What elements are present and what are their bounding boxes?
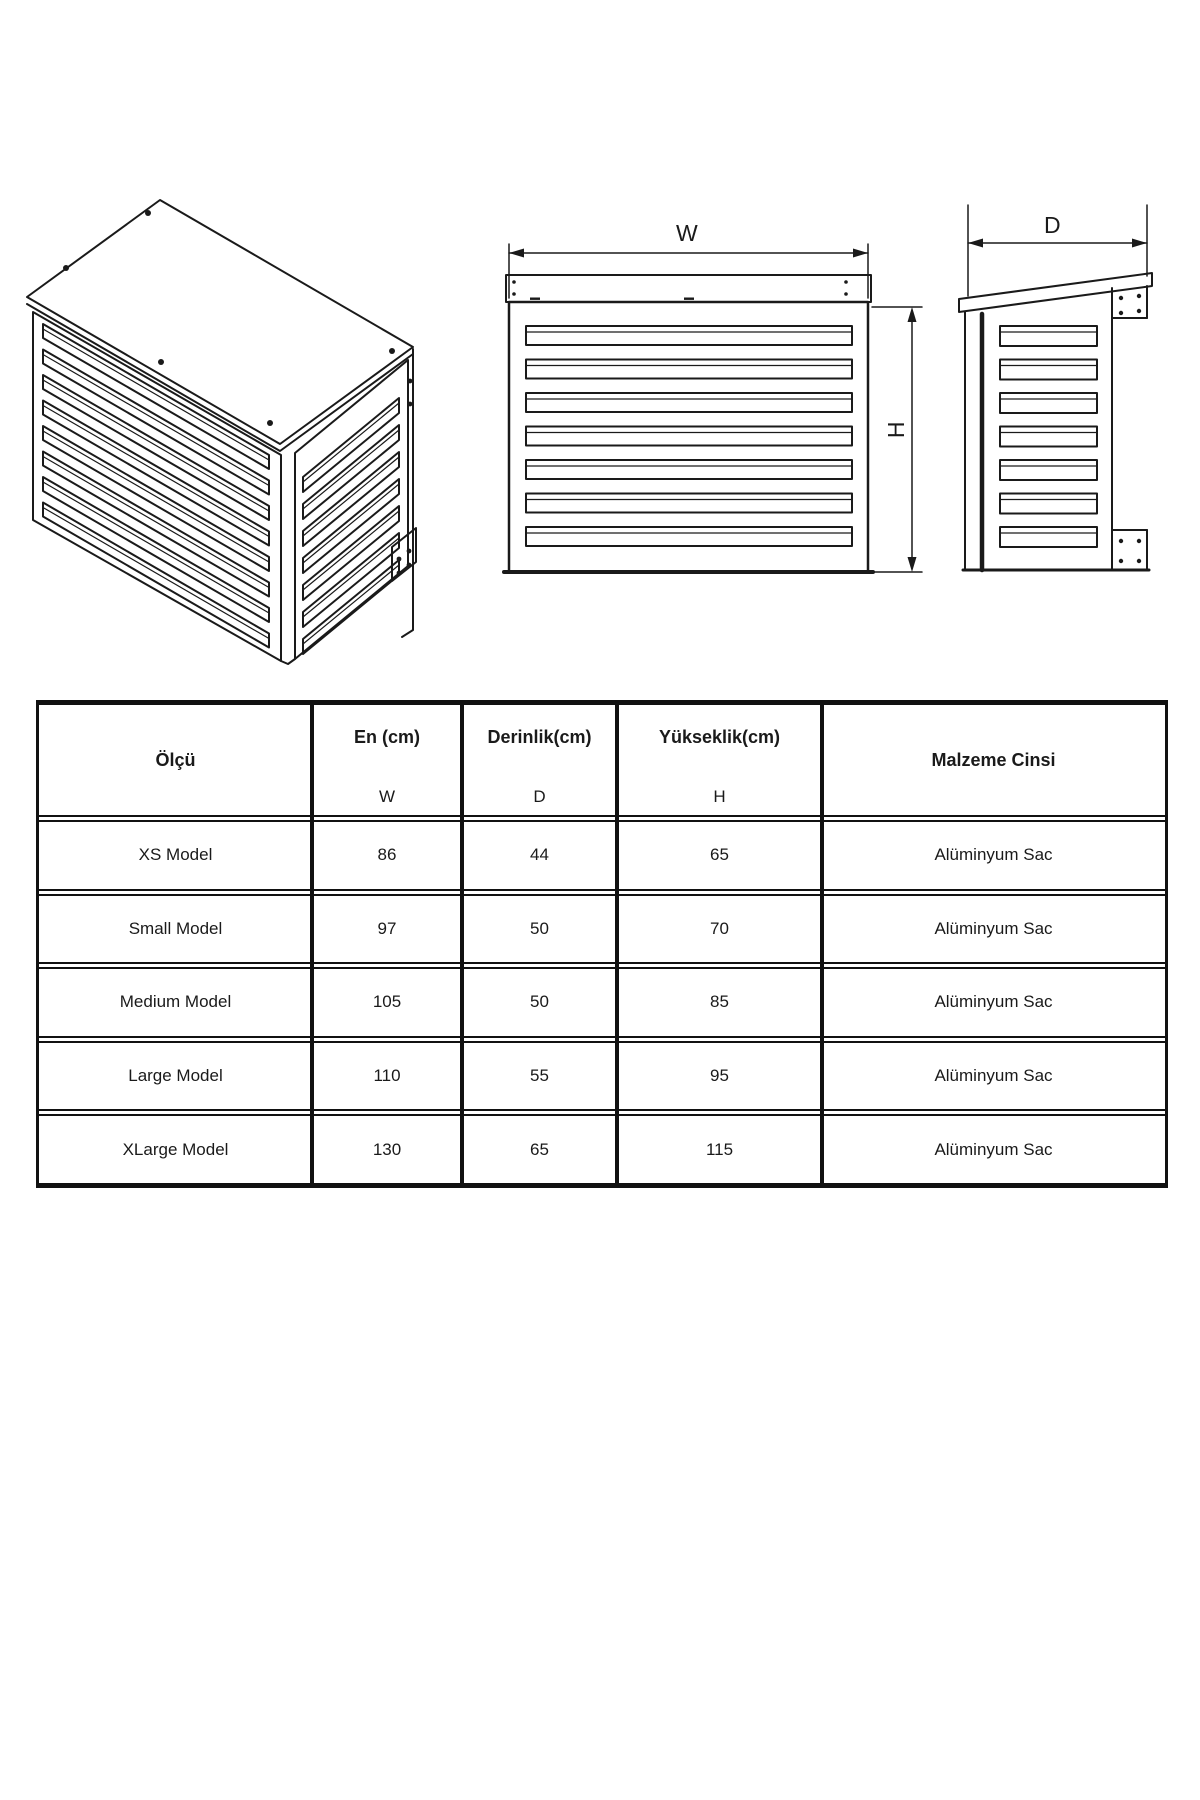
width-value: 97 — [377, 918, 397, 938]
height-value: 115 — [705, 1139, 734, 1159]
material-value: Alüminyum Sac — [934, 845, 1053, 865]
table-row — [39, 894, 1165, 965]
width-value: 105 — [372, 992, 402, 1012]
table-header-row — [39, 703, 1165, 817]
column-divider — [615, 703, 619, 1185]
dimensions-table — [36, 700, 1168, 1188]
header-material: Malzeme Cinsi — [931, 750, 1056, 770]
height-value: 95 — [710, 1066, 729, 1086]
depth-dimension-label: D — [1044, 212, 1062, 238]
column-divider — [310, 703, 314, 1185]
roof-face — [27, 200, 413, 444]
side-view — [959, 205, 1152, 570]
width-value: 86 — [377, 845, 397, 865]
width-value: 130 — [372, 1139, 402, 1159]
model-name: Small Model — [128, 918, 223, 938]
header-width: En (cm) W — [353, 727, 420, 806]
width-value: 110 — [373, 1066, 401, 1086]
table-row — [39, 1041, 1165, 1112]
side-top-cap — [959, 273, 1152, 312]
height-dimension-label: H — [883, 420, 910, 439]
column-divider — [460, 703, 464, 1185]
depth-value: 55 — [530, 1066, 549, 1086]
cap-screw-holes — [512, 280, 848, 300]
side-mounting-profile — [1112, 286, 1147, 570]
table-row — [39, 967, 1165, 1038]
model-name: Large Model — [128, 1066, 223, 1086]
material-value: Alüminyum Sac — [934, 918, 1053, 938]
material-value: Alüminyum Sac — [934, 1066, 1053, 1086]
front-view — [504, 244, 922, 572]
height-dimension — [872, 307, 922, 572]
width-dimension-label: W — [676, 220, 699, 246]
model-name: XLarge Model — [122, 1139, 229, 1159]
material-value: Alüminyum Sac — [934, 1139, 1053, 1159]
model-name: Medium Model — [119, 992, 232, 1012]
mounting-flange — [392, 349, 416, 637]
header-depth: Derinlik(cm) D — [487, 727, 592, 806]
height-value: 70 — [710, 918, 729, 938]
technical-drawings — [0, 0, 1200, 700]
isometric-view — [27, 200, 416, 664]
depth-value: 50 — [530, 992, 549, 1012]
width-dimension — [509, 244, 868, 298]
column-divider — [820, 703, 824, 1185]
depth-value: 50 — [530, 918, 549, 938]
height-value: 65 — [710, 845, 729, 865]
table-row — [39, 1114, 1165, 1185]
header-height: Yükseklik(cm) H — [658, 727, 781, 806]
model-name: XS Model — [138, 845, 213, 865]
side-view-louvers — [1000, 326, 1097, 547]
roof-screw-holes — [63, 210, 395, 426]
depth-value: 44 — [530, 845, 549, 865]
side-louvers — [303, 398, 399, 654]
header-size: Ölçü — [155, 750, 196, 770]
height-value: 85 — [710, 992, 729, 1012]
material-value: Alüminyum Sac — [934, 992, 1053, 1012]
table-row — [39, 820, 1165, 891]
front-view-louvers — [526, 326, 852, 546]
front-body — [509, 302, 868, 572]
depth-value: 65 — [530, 1139, 549, 1159]
